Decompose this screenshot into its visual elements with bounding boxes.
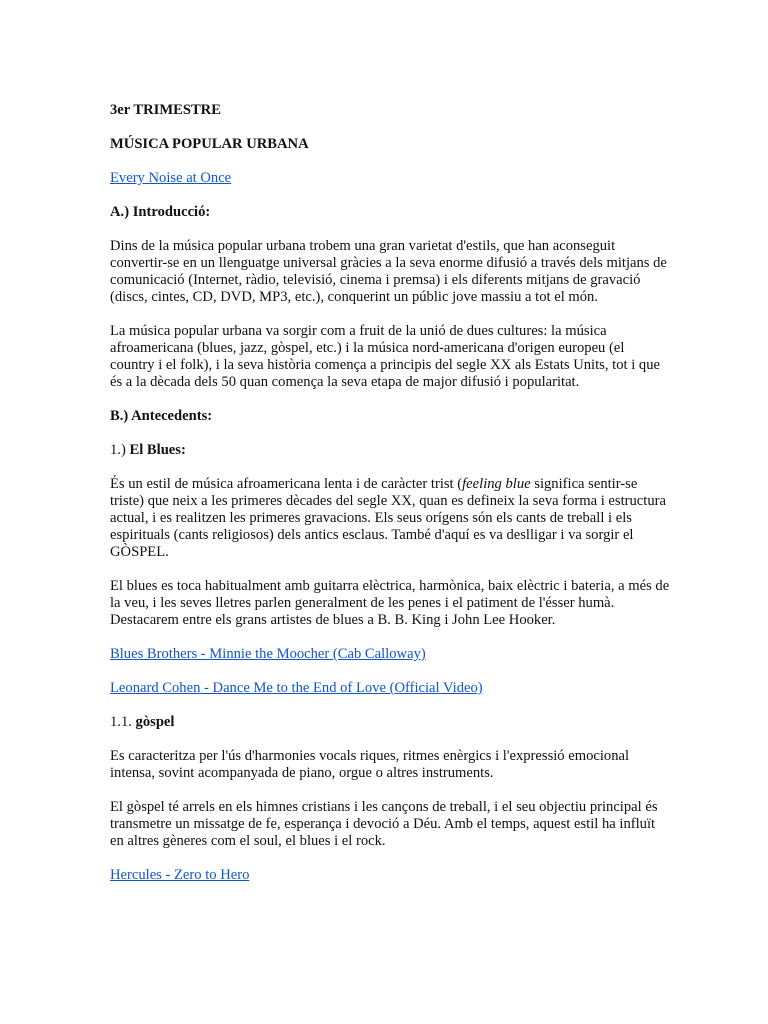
hercules-link[interactable]: Hercules - Zero to Hero	[110, 867, 250, 883]
section-b-heading: B.) Antecedents:	[110, 408, 213, 424]
blues-heading	[110, 442, 670, 459]
blues-paragraph-2: El blues es toca habitualment amb guitarra elèctrica, harmònica, baix elèctric i bateria, a més de la veu, i les seves lletres parlen generalment de les penes i el patiment de l'ésser humà. Destacarem entre els grans artistes de blues a B. B. King i John Lee Hooker.	[110, 578, 670, 628]
blues-p1-emphasis: feeling blue	[462, 476, 531, 492]
blues-paragraph-1	[110, 476, 670, 561]
blues-brothers-link[interactable]: Blues Brothers - Minnie the Moocher (Cab Calloway)	[110, 646, 426, 662]
blues-number: 1.)	[110, 442, 130, 458]
blues-p1-text-a: És un estil de música afroamericana lenta i de caràcter trist (	[110, 476, 463, 492]
main-heading: MÚSICA POPULAR URBANA	[110, 136, 309, 152]
document-body	[110, 102, 670, 884]
gospel-heading	[110, 714, 670, 731]
blues-p1-text-b: significa sentir-se triste) que neix a les primeres dècades del segle XX, quan es defineix la seva forma i estructura actual, i es realitzen les primeres gravacions. Els seus orígens són els cants de treball i els espirituals (cants religiosos) dels antics esclaus. També d'aquí es va deslligar i va sorgir el GÒSPEL.	[110, 476, 666, 560]
gospel-paragraph-1: Es caracteritza per l'ús d'harmonies vocals riques, ritmes enèrgics i l'expressió emocional intensa, sovint acompanyada de piano, orgue o altres instruments.	[110, 748, 630, 781]
term-heading: 3er TRIMESTRE	[110, 102, 221, 118]
gospel-number: 1.1.	[110, 714, 136, 730]
gospel-title: gòspel	[135, 714, 175, 730]
gospel-paragraph-2: El gòspel té arrels en els himnes cristians i les cançons de treball, i el seu objectiu principal és transmetre un missatge de fe, esperança i devoció a Déu. Amb el temps, aquest estil ha influït en altres gèneres com el soul, el blues i el rock.	[110, 799, 658, 849]
link-paragraph-blues-brothers	[110, 646, 670, 663]
section-a-heading: A.) Introducció:	[110, 204, 211, 220]
intro-paragraph-1: Dins de la música popular urbana trobem una gran varietat d'estils, que han aconseguit convertir-se en un llenguatge universal gràcies a la seva enorme difusió a través dels mitjans de comunicació (Internet, ràdio, televisió, cinema i premsa) i els diferents mitjans de gravació (discs, cintes, CD, DVD, MP3, etc.), conquerint un públic jove massiu a tot el món.	[110, 238, 667, 305]
intro-paragraph-2: La música popular urbana va sorgir com a fruit de la unió de dues cultures: la música afroamericana (blues, jazz, gòspel, etc.) i la música nord-americana d'origen europeu (el country i el folk), i la seva història comença a principis del segle XX als Estats Units, tot i que és a la dècada dels 50 quan comença la seva etapa de major difusió i popularitat.	[110, 323, 660, 390]
leonard-cohen-link[interactable]: Leonard Cohen - Dance Me to the End of Love (Official Video)	[110, 680, 483, 696]
link-paragraph-hercules	[110, 867, 670, 884]
link-paragraph-every-noise	[110, 170, 670, 187]
every-noise-link[interactable]: Every Noise at Once	[110, 170, 232, 186]
link-paragraph-leonard-cohen	[110, 680, 670, 697]
blues-title: El Blues:	[129, 442, 186, 458]
